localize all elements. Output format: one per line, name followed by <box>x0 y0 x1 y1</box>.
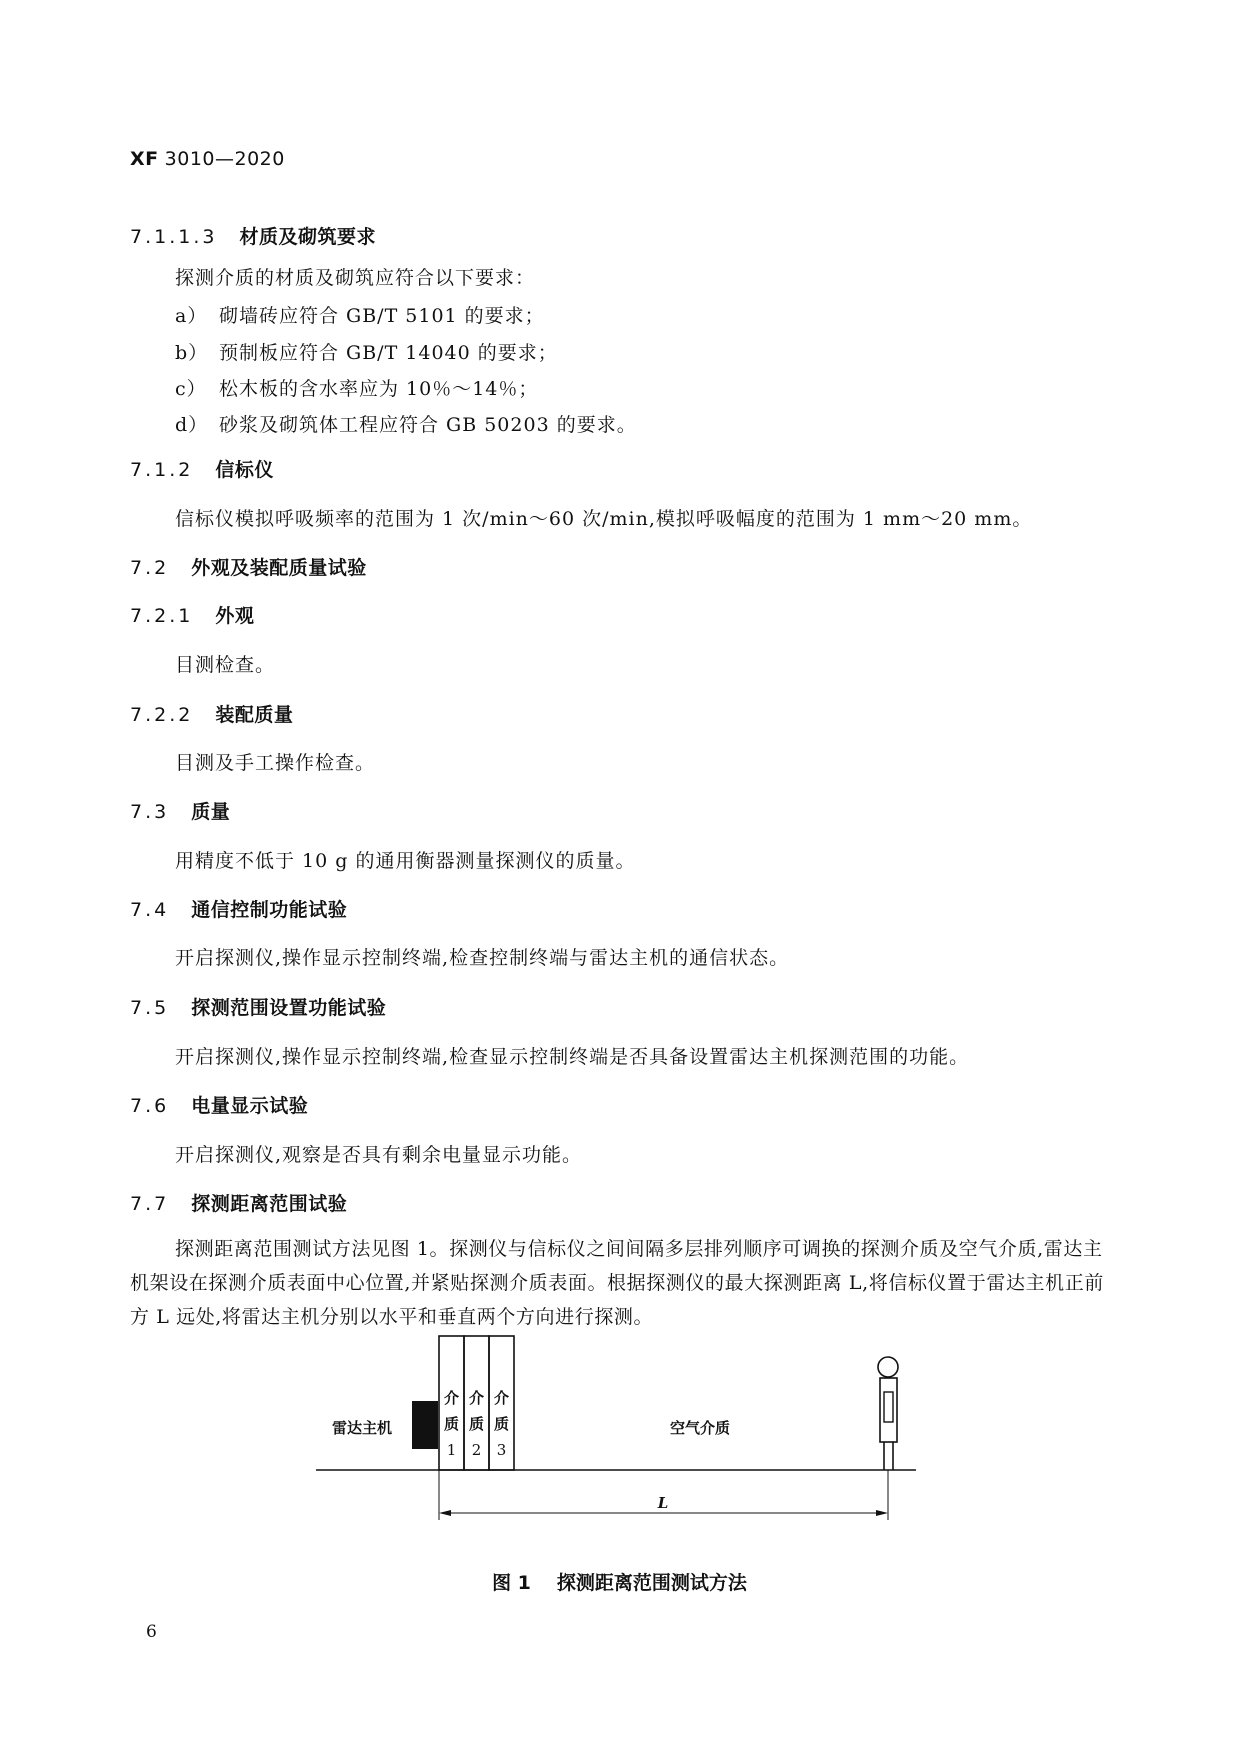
medium-1-char-1: 介 <box>443 1389 460 1407</box>
air-medium-label: 空气介质 <box>669 1419 731 1437</box>
dimension-arrow-right <box>876 1510 888 1516</box>
medium-1-char-2: 质 <box>443 1415 460 1433</box>
beacon-head <box>878 1357 898 1377</box>
medium-2-char-2: 质 <box>468 1415 485 1433</box>
figure-caption <box>0 1568 1239 1595</box>
standard-code: 3010—2020 <box>164 148 285 170</box>
page-number: 6 <box>146 1622 157 1642</box>
figure-number: 图 1 <box>492 1572 531 1594</box>
paragraph-7-1-1-3-intro: 探测介质的材质及砌筑应符合以下要求： <box>175 267 536 289</box>
heading-7-2: 7.2 外观及装配质量试验 <box>130 557 367 579</box>
test-setup-diagram <box>300 1335 950 1545</box>
figure-1-diagram <box>300 1335 950 1545</box>
beacon-panel <box>884 1392 893 1422</box>
paragraph-7-7: 探测距离范围测试方法见图 1。探测仪与信标仪之间间隔多层排列顺序可调换的探测介质及空气介质,雷达主机架设在探测介质表面中心位置,并紧贴探测介质表面。根据探测仪的最大探测距离 L,将信标仪置于雷达主机正前方 L 远处,将雷达主机分别以水平和垂直两个方向进行探测。 <box>130 1238 1104 1328</box>
beacon-body <box>880 1378 897 1442</box>
paragraph-7-3: 用精度不低于 10 g 的通用衡器测量探测仪的质量。 <box>175 850 636 872</box>
heading-7-3: 7.3 质量 <box>130 801 231 823</box>
paragraph-7-6: 开启探测仪,观察是否具有剩余电量显示功能。 <box>175 1144 583 1166</box>
heading-7-6: 7.6 电量显示试验 <box>130 1095 309 1117</box>
heading-7-2-2: 7.2.2 装配质量 <box>130 704 294 726</box>
paragraph-7-5: 开启探测仪,操作显示控制终端,检查显示控制终端是否具备设置雷达主机探测范围的功能。 <box>175 1046 970 1068</box>
paragraph-7-2-2: 目测及手工操作检查。 <box>175 752 376 774</box>
figure-title: 探测距离范围测试方法 <box>556 1572 747 1594</box>
list-item: d） 砂浆及砌筑体工程应符合 GB 50203 的要求。 <box>175 414 637 436</box>
heading-7-4: 7.4 通信控制功能试验 <box>130 899 348 921</box>
dimension-arrow-left <box>439 1510 451 1516</box>
document-header <box>130 148 285 170</box>
medium-2-char-1: 介 <box>468 1389 485 1407</box>
medium-3-number: 3 <box>496 1441 507 1459</box>
radar-host-label: 雷达主机 <box>332 1419 393 1437</box>
standard-prefix: XF <box>130 148 159 170</box>
list-item: a） 砌墙砖应符合 GB/T 5101 的要求； <box>175 305 545 327</box>
paragraph-7-1-2: 信标仪模拟呼吸频率的范围为 1 次/min～60 次/min,模拟呼吸幅度的范围为 1 mm～20 mm。 <box>175 508 1033 530</box>
medium-3-char-2: 质 <box>493 1415 510 1433</box>
heading-7-1-1-3: 7.1.1.3 材质及砌筑要求 <box>130 226 376 248</box>
radar-host-block <box>412 1401 438 1449</box>
heading-7-2-1: 7.2.1 外观 <box>130 605 255 627</box>
medium-2-number: 2 <box>471 1441 482 1459</box>
list-item: b） 预制板应符合 GB/T 14040 的要求； <box>175 342 558 364</box>
paragraph-7-2-1: 目测检查。 <box>175 654 276 676</box>
list-item: c） 松木板的含水率应为 10％～14％； <box>175 378 539 400</box>
medium-1-number: 1 <box>446 1441 457 1459</box>
heading-7-7: 7.7 探测距离范围试验 <box>130 1193 348 1215</box>
medium-3-char-1: 介 <box>493 1389 510 1407</box>
heading-7-5: 7.5 探测范围设置功能试验 <box>130 997 387 1019</box>
distance-label: L <box>657 1494 669 1512</box>
paragraph-7-4: 开启探测仪,操作显示控制终端,检查控制终端与雷达主机的通信状态。 <box>175 947 790 969</box>
heading-7-1-2: 7.1.2 信标仪 <box>130 459 274 481</box>
